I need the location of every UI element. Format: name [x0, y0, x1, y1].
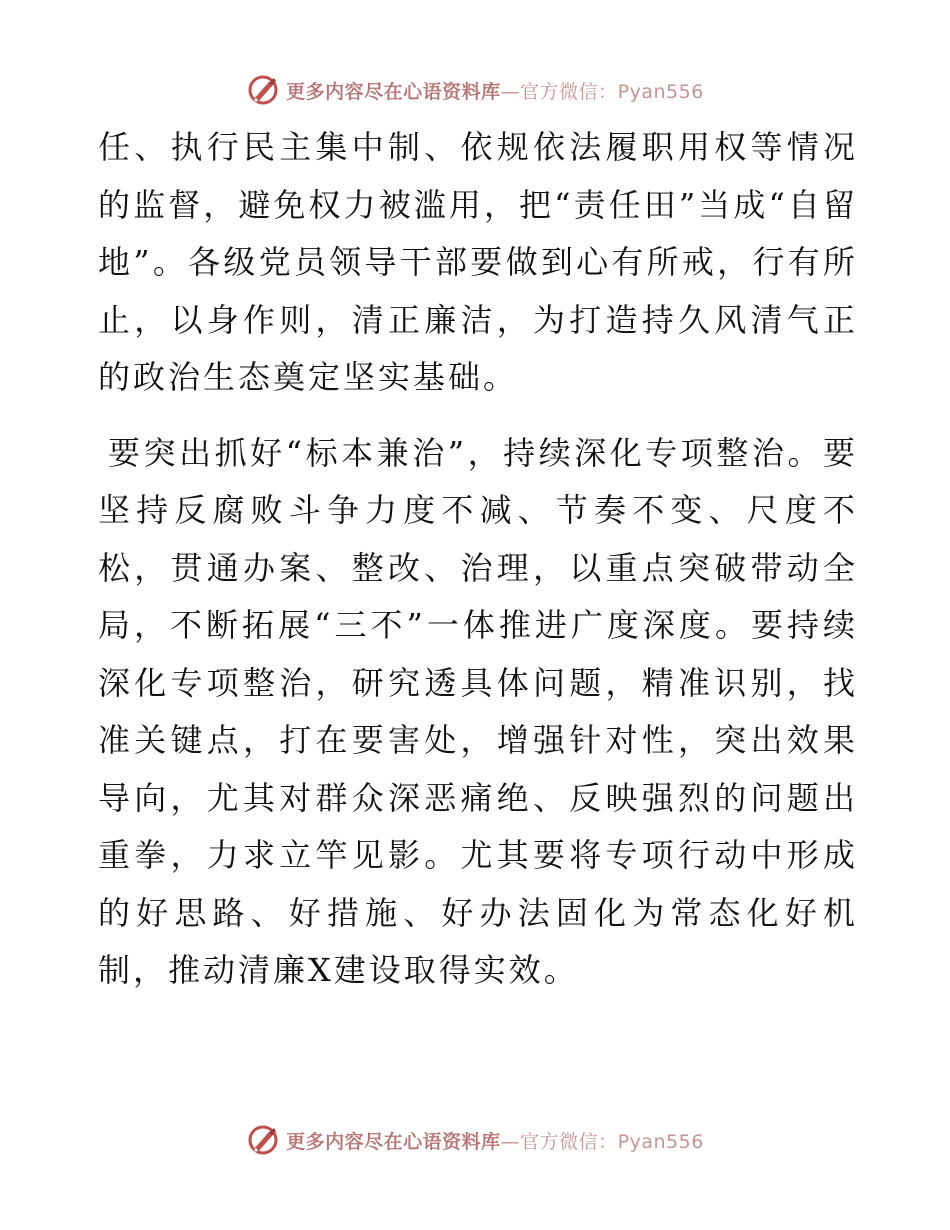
paragraph-1: 任、执行民主集中制、依规依法履职用权等情况的监督，避免权力被滥用，把“责任田”当成“自留地”。各级党员领导干部要做到心有所戒，行有所止，以身作则，清正廉洁，为打造持久风清气正的政治生态奠定坚实基础。: [98, 128, 858, 396]
header-brand: 更多内容尽在心语资料库: [286, 80, 501, 103]
pen-circle-logo-icon: [246, 1123, 280, 1157]
footer-watermark-text: [286, 1127, 704, 1154]
paragraph-2: 要突出抓好“标本兼治”，持续深化专项整治。要坚持反腐败斗争力度不减、节奏不变、尺度不松，贯通办案、整改、治理，以重点突破带动全局，不断拓展“三不”一体推进广度深度。要持续深化专项整治，研究透具体问题，精准识别，找准关键点，打在要害处，增强针对性，突出效果导向，尤其对群众深恶痛绝、反映强烈的问题出重拳，力求立竿见影。尤其要将专项行动中形成的好思路、好措施、好办法固化为常态化好机制，推动清廉X建设取得实效。: [98, 433, 858, 989]
header-contact: —官方微信：Pyan556: [500, 80, 704, 103]
document-body: [98, 119, 858, 1000]
footer-brand: 更多内容尽在心语资料库: [286, 1130, 501, 1153]
header-banner: [0, 70, 950, 110]
pen-circle-logo-icon: [246, 73, 280, 107]
footer-contact: —官方微信：Pyan556: [500, 1130, 704, 1153]
footer-banner: [0, 1120, 950, 1160]
header-watermark-text: [286, 77, 704, 104]
